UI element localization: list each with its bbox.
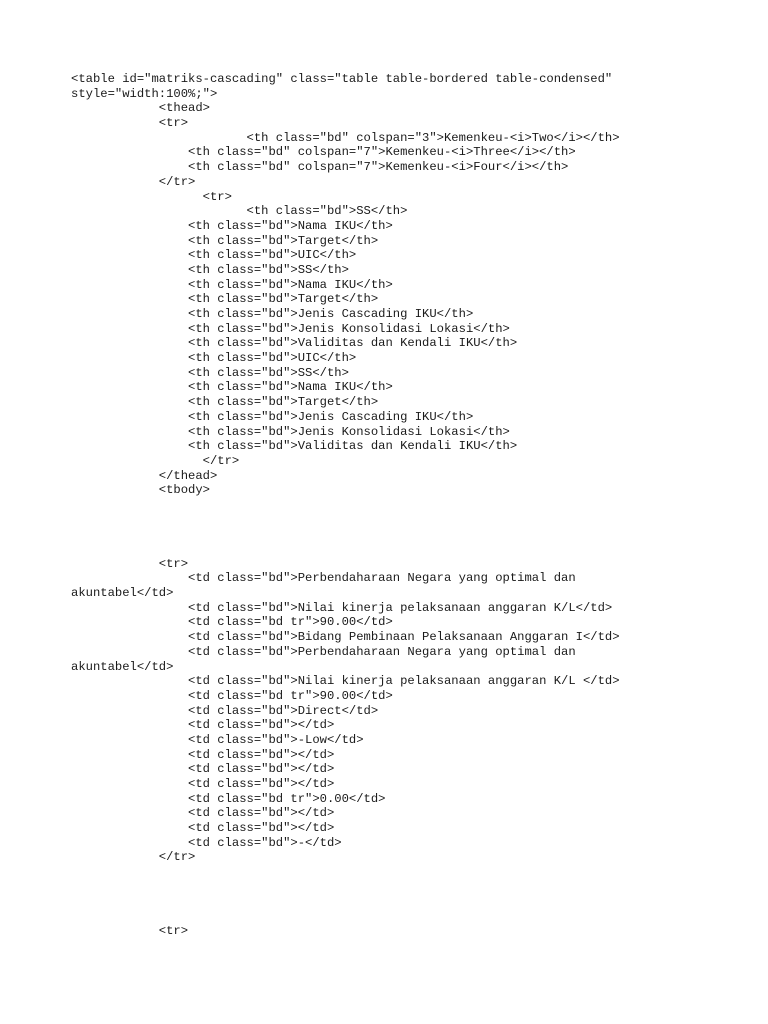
code-line: <th class="bd" colspan="7">Kemenkeu-<i>Four</i></th> <box>71 160 569 175</box>
code-line: <th class="bd">SS</th> <box>71 365 349 380</box>
code-line: <th class="bd">Target</th> <box>71 233 379 248</box>
code-line: <th class="bd">Jenis Cascading IKU</th> <box>71 409 474 424</box>
code-line: <th class="bd">Jenis Cascading IKU</th> <box>71 307 474 321</box>
code-line <box>71 880 731 895</box>
code-line: <th class="bd" colspan="3">Kemenkeu-<i>Two</i></th> <box>71 130 620 145</box>
code-line <box>71 498 731 513</box>
code-line: <td class="bd"></td> <box>71 777 335 791</box>
code-line: <thead> <box>71 101 210 116</box>
code-line: <tr> <box>71 189 232 204</box>
code-line: <th class="bd">Target</th> <box>71 395 379 410</box>
code-line: <th class="bd">Target</th> <box>71 292 379 307</box>
code-line: <th class="bd">UIC</th> <box>71 351 357 366</box>
code-line: <th class="bd">Validitas dan Kendali IKU</th> <box>71 439 518 454</box>
code-line: <td class="bd"></td> <box>71 718 335 733</box>
code-line: <th class="bd">Nama IKU</th> <box>71 277 393 292</box>
code-line: <th class="bd">Jenis Konsolidasi Lokasi</th> <box>71 424 510 439</box>
code-line <box>71 865 731 880</box>
code-line: akuntabel</td> <box>71 586 174 601</box>
code-line: </tr> <box>71 850 196 865</box>
code-line: <td class="bd">Direct</td> <box>71 703 379 718</box>
code-line: <td class="bd">Perbendaharaan Negara yang optimal dan <box>71 571 576 586</box>
code-line: <td class="bd"></td> <box>71 762 335 777</box>
code-line: <tbody> <box>71 483 210 498</box>
code-block <box>71 72 731 939</box>
code-line: <th class="bd">UIC</th> <box>71 248 357 263</box>
code-line: <td class="bd">-Low</td> <box>71 732 364 747</box>
code-line <box>71 909 731 924</box>
code-line: <td class="bd">Nilai kinerja pelaksanaan anggaran K/L</td> <box>71 600 613 615</box>
code-line: <td class="bd tr">0.00</td> <box>71 791 386 806</box>
code-line: <th class="bd">Nama IKU</th> <box>71 218 393 233</box>
code-line: <th class="bd">SS</th> <box>71 262 349 277</box>
code-line: <th class="bd">Validitas dan Kendali IKU</th> <box>71 336 518 351</box>
code-line: <td class="bd"></td> <box>71 821 335 836</box>
code-line: <td class="bd tr">90.00</td> <box>71 688 393 703</box>
code-line: </thead> <box>71 468 218 483</box>
code-line <box>71 542 731 557</box>
code-line: <tr> <box>71 116 189 131</box>
code-line: <th class="bd" colspan="7">Kemenkeu-<i>Three</i></th> <box>71 145 576 160</box>
code-line: <td class="bd">-</td> <box>71 835 342 850</box>
code-line <box>71 527 731 542</box>
code-line: <td class="bd tr">90.00</td> <box>71 615 393 630</box>
code-line: <table id="matriks-cascading" class="table table-bordered table-condensed" <box>71 72 613 86</box>
code-line: <tr> <box>71 923 189 938</box>
code-line: <th class="bd">Jenis Konsolidasi Lokasi</th> <box>71 321 510 336</box>
code-line: <td class="bd">Bidang Pembinaan Pelaksanaan Anggaran I</td> <box>71 630 620 645</box>
code-line: <tr> <box>71 556 189 571</box>
code-line: <th class="bd">SS</th> <box>71 204 408 219</box>
code-line: </tr> <box>71 174 196 189</box>
code-line <box>71 895 731 910</box>
code-line: <td class="bd"></td> <box>71 747 335 762</box>
code-line: <th class="bd">Nama IKU</th> <box>71 380 393 395</box>
code-line: </tr> <box>71 453 240 468</box>
code-line: <td class="bd"></td> <box>71 806 335 821</box>
code-line <box>71 513 731 528</box>
code-line: <td class="bd">Perbendaharaan Negara yang optimal dan <box>71 644 576 659</box>
code-line: style="width:100%;"> <box>71 86 218 101</box>
code-line: <td class="bd">Nilai kinerja pelaksanaan anggaran K/L </td> <box>71 674 620 689</box>
code-line: akuntabel</td> <box>71 659 174 674</box>
